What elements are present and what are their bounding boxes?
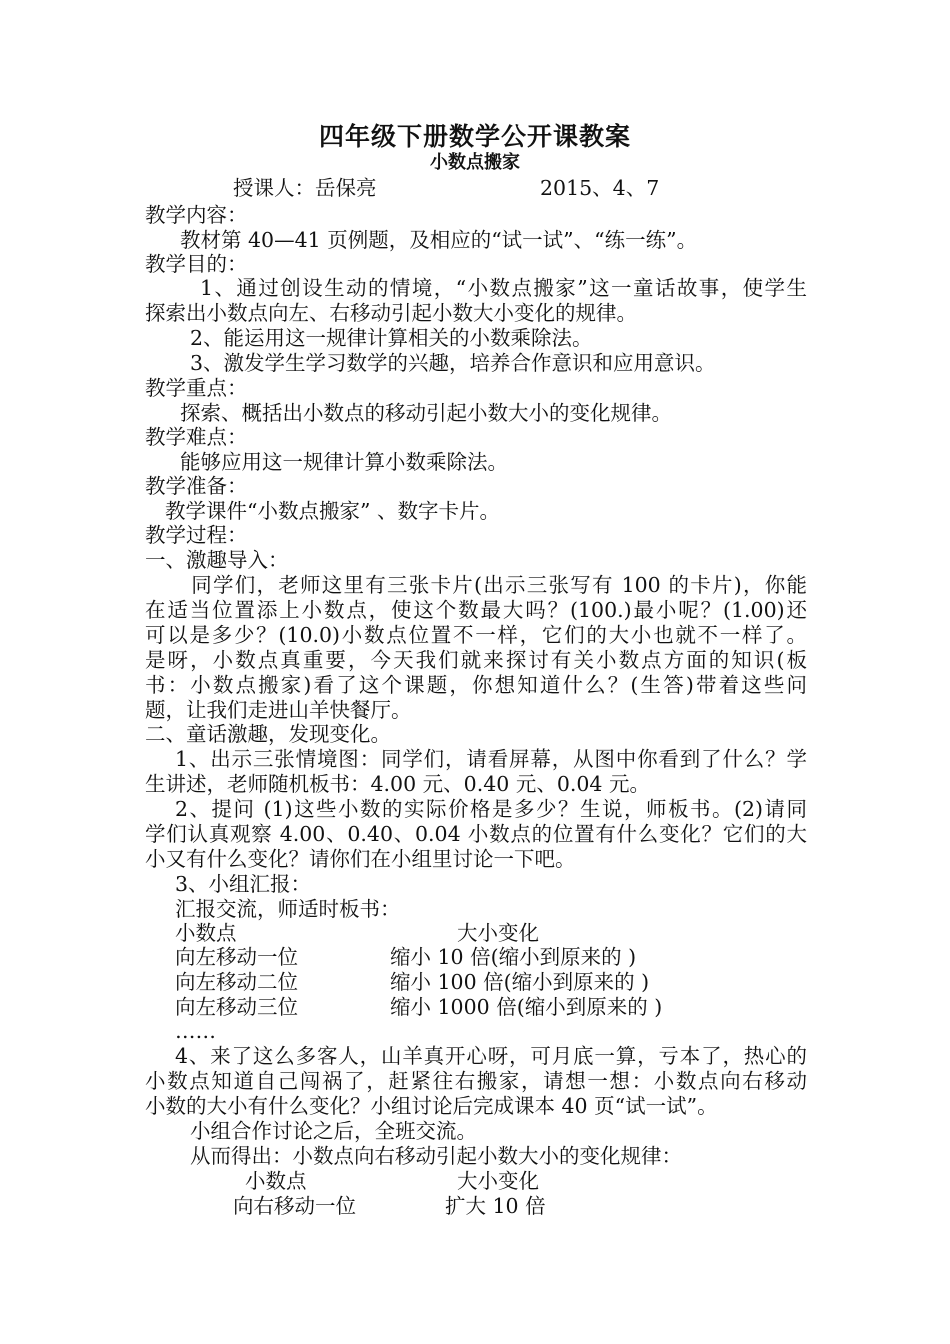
conclusion-text: 从而得出：小数点向右移动引起小数大小的变化规律： — [190, 1144, 682, 1168]
prep-text: 教学课件“小数点搬家” 、数字卡片。 — [165, 499, 500, 523]
section-2-item-4-line-1: 4、来了这么多客人，山羊真开心呀，可月底一算，亏本了，热心的 — [175, 1044, 807, 1068]
table-1-row-3-change: 缩小 1000 倍(缩小到原来的 ) — [390, 995, 663, 1019]
goals-heading: 教学目的： — [145, 252, 248, 276]
section-1-heading: 一、激趣导入： — [145, 548, 289, 572]
table-1-ellipsis: …… — [175, 1019, 216, 1043]
section-2-item-3-text: 汇报交流，师适时板书： — [175, 897, 401, 921]
section-2-item-2-line-2: 学们认真观察 4.00、0.40、0.04 小数点的位置有什么变化？它们的大 — [145, 822, 807, 846]
key-text: 探索、概括出小数点的移动引起小数大小的变化规律。 — [180, 401, 672, 425]
process-heading: 教学过程： — [145, 523, 248, 547]
section-1-line-1: 同学们，老师这里有三张卡片(出示三张写有 100 的卡片)，你能 — [190, 573, 807, 597]
teacher-line: 授课人：岳保亮 — [233, 176, 377, 200]
goal-2: 2、能运用这一规律计算相关的小数乘除法。 — [190, 326, 593, 350]
section-1-line-2: 在适当位置添上小数点，使这个数最大吗？(100.)最小呢？(1.00)还 — [145, 598, 807, 622]
table-1-row-3-move: 向左移动三位 — [175, 995, 298, 1019]
key-heading: 教学重点： — [145, 376, 248, 400]
section-1-line-6: 题，让我们走进山羊快餐厅。 — [145, 698, 412, 722]
difficulty-text: 能够应用这一规律计算小数乘除法。 — [180, 450, 508, 474]
document-title: 四年级下册数学公开课教案 — [318, 122, 631, 151]
section-2-item-2-line-3: 小又有什么变化？请你们在小组里讨论一下吧。 — [145, 847, 576, 871]
table-1-row-2-move: 向左移动二位 — [175, 970, 298, 994]
table-1-row-1-move: 向左移动一位 — [175, 945, 298, 969]
difficulty-heading: 教学难点： — [145, 425, 248, 449]
section-1-line-4: 是呀，小数点真重要，今天我们就来探讨有关小数点方面的知识(板 — [145, 648, 807, 672]
table-2-header-change: 大小变化 — [457, 1169, 539, 1193]
section-1-line-5: 书：小数点搬家)看了这个课题，你想知道什么？(生答)带着这些问 — [145, 673, 807, 697]
section-2-item-1-line-2: 生讲述，老师随机板书：4.00 元、0.40 元、0.04 元。 — [145, 772, 650, 796]
content-text: 教材第 40—41 页例题，及相应的“试一试”、“练一练”。 — [180, 228, 698, 252]
table-2-header-move: 小数点 — [245, 1169, 307, 1193]
table-2-row-1-move: 向右移动一位 — [233, 1194, 356, 1218]
goal-1-line-2: 探索出小数点向左、右移动引起小数大小变化的规律。 — [145, 301, 637, 325]
goal-1-line-1: 1、通过创设生动的情境，“小数点搬家”这一童话故事，使学生 — [200, 276, 807, 300]
table-1-row-2-change: 缩小 100 倍(缩小到原来的 ) — [390, 970, 650, 994]
table-1-row-1-change: 缩小 10 倍(缩小到原来的 ) — [390, 945, 637, 969]
section-1-line-3: 可以是多少？(10.0)小数点位置不一样，它们的大小也就不一样了。 — [145, 623, 807, 647]
section-2-item-3: 3、小组汇报： — [175, 872, 312, 896]
section-2-item-4-line-2: 小数点知道自己闯祸了，赶紧往右搬家，请想一想：小数点向右移动 — [145, 1069, 807, 1093]
section-2-heading: 二、童话激趣，发现变化。 — [145, 722, 391, 746]
table-1-header-change: 大小变化 — [457, 921, 539, 945]
section-2-item-4-line-3: 小数的大小有什么变化？小组讨论后完成课本 40 页“试一试”。 — [145, 1094, 718, 1118]
section-2-item-2-line-1: 2、提问 (1)这些小数的实际价格是多少？生说，师板书。(2)请同 — [175, 797, 807, 821]
prep-heading: 教学准备： — [145, 474, 248, 498]
lesson-date: 2015、4、7 — [540, 176, 660, 200]
document-subtitle: 小数点搬家 — [430, 152, 520, 173]
content-heading: 教学内容： — [145, 203, 248, 227]
section-2-item-1-line-1: 1、出示三张情境图：同学们，请看屏幕，从图中你看到了什么？学 — [175, 747, 807, 771]
table-1-header-move: 小数点 — [175, 921, 237, 945]
goal-3: 3、激发学生学习数学的兴趣，培养合作意识和应用意识。 — [190, 351, 716, 375]
group-discussion-text: 小组合作讨论之后，全班交流。 — [190, 1119, 477, 1143]
table-2-row-1-change: 扩大 10 倍 — [445, 1194, 546, 1218]
